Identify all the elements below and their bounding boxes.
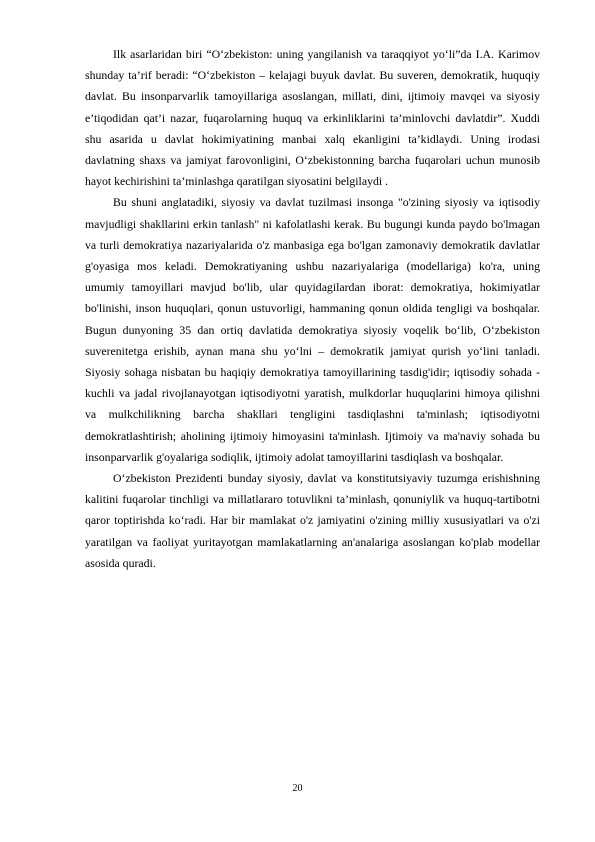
paragraph-3: O‘zbekiston Prezidenti bunday siyosiy, davlat va konstitutsiyaviy tuzumga erishishning kalitini fuqarolar tinchligi va millatlararo totuvlikni ta’minlash, qonuniylik va huquq-tartibotni qaror toptirishda ko‘radi. Har bir mamlakat o'z jamiyatini o'zining milliy xususiyatlari va o'zi yaratilgan va faoliyat yuritayotgan mamlakatlarning an'analariga asoslangan ko'plab modellar asosida quradi. bbox=[85, 471, 540, 570]
paragraph-2: Bu shuni anglatadiki, siyosiy va davlat tuzilmasi insonga "o'zining siyosiy va iqtisodiy mavjudligi shakllarini erkin tanlash" ni kafolatlashi kerak. Bu bugungi kunda paydo bo'lmagan va turli demokratiya nazariyalarida o'z manbasiga ega bo'lgan zamonaviy demokratik davlatlar g'oyasiga mos keladi. Demokratiyaning ushbu nazariyalariga (modellariga) ko'ra, uning umumiy tamoyillari mavjud bo'lib, ular quyidagilardan iborat: demokratiya, hokimiyatlar bo'linishi, inson huquqlari, qonun ustuvorligi, hammaning qonun oldida tengligi va boshqalar. Bugun dunyoning 35 dan ortiq davlatida demokratiya siyosiy voqelik bo‘lib, O‘zbekiston suverenitetga erishib, aynan mana shu yo‘lni – demokratik jamiyat qurish yo‘lini tanladi. Siyosiy sohaga nisbatan bu haqiqiy demokratiya tamoyillarining tasdig'idir; iqtisodiy sohada - kuchli va jadal rivojlanayotgan iqtisodiyotni yaratish, mulkdorlar huquqlarini himoya qilishni va mulkchilikning barcha shakllari tengligini tasdiqlashni ta'minlash; iqtisodiyotni demokratlashtirish; aholining ijtimoiy himoyasini ta'minlash. Ijtimoiy va ma'naviy sohada bu insonparvarlik g'oyalariga sodiqlik, ijtimoiy adolat tamoyillarini tasdiqlash va boshqalar. bbox=[85, 195, 540, 464]
paragraph-1: Ilk asarlaridan biri “O‘zbekiston: uning yangilanish va taraqqiyot yo‘li”da I.A. Karimov shunday ta’rif beradi: “O‘zbekiston – kelajagi buyuk davlat. Bu suveren, demokratik, huquqiy davlat. Bu insonparvarlik tamoyillariga asoslangan, millati, dini, ijtimoiy mavqei va siyosiy e’tiqodidan qat’i nazar, fuqarolarning huquq va erkinliklarini ta’minlovchi davlatdir”. Xuddi shu asarida u davlat hokimiyatining manbai xalq ekanligini ta’kidlaydi. Uning irodasi davlatning shaxs va jamiyat farovonligini, O‘zbekistonning barcha fuqarolari uchun munosib hayot kechirishini ta’minlashga qaratilgan siyosatini belgilaydi . bbox=[85, 47, 540, 189]
body-text bbox=[85, 44, 540, 574]
page-number: 20 bbox=[292, 783, 303, 794]
